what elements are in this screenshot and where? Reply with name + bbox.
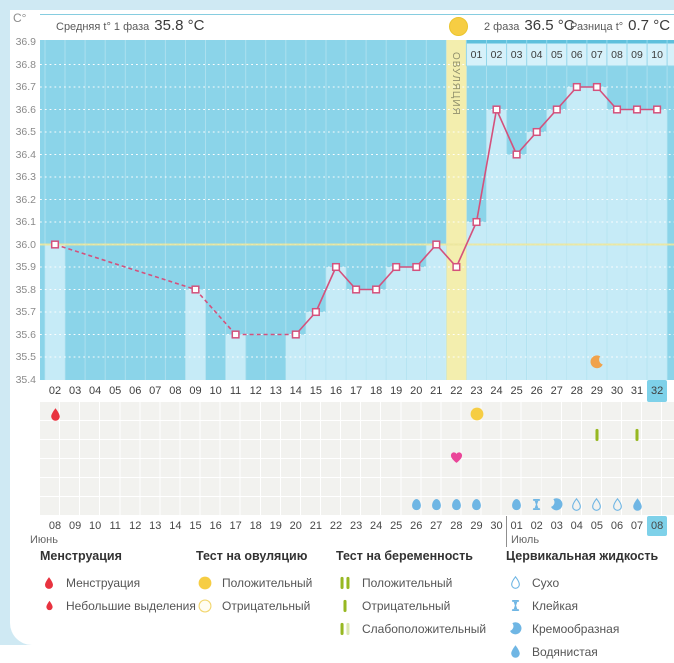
diff-value: 0.7 °C (628, 17, 671, 34)
legend (40, 549, 674, 659)
cycle-day-cell[interactable]: 30 (610, 385, 624, 397)
y-axis-tick: 35.4 (15, 373, 36, 386)
drop-filled-icon (508, 644, 523, 659)
legend-item-label: Клейкая (532, 598, 579, 613)
temperature-point (473, 219, 480, 226)
ovulation-band-label: ОВУЛЯЦИЯ (449, 52, 461, 116)
legend-item (506, 594, 658, 617)
circle-filled-icon (197, 575, 213, 591)
cycle-day-cell[interactable]: 27 (550, 385, 563, 397)
legend-section-title: Менструация (40, 549, 122, 563)
ovulation-test-header-icon (449, 17, 468, 36)
y-axis-tick: 36.2 (15, 193, 36, 206)
legend-item (506, 571, 658, 594)
y-axis-tick: 36.3 (15, 171, 36, 183)
temperature-point (293, 331, 300, 338)
temperature-point (232, 331, 239, 338)
dpo-number: 07 (591, 49, 603, 61)
date-cell[interactable]: 07 (630, 520, 644, 532)
date-cell[interactable]: 24 (369, 520, 383, 532)
diff-label: Разница t° (570, 21, 624, 33)
cycle-day-cell[interactable]: 15 (309, 385, 323, 397)
dpo-row (466, 40, 674, 66)
cycle-day-cell[interactable]: 07 (149, 385, 162, 397)
pregnancy-test-negative-icon (589, 427, 605, 443)
date-cell[interactable]: 08 (48, 520, 62, 532)
date-cell[interactable]: 13 (149, 520, 162, 532)
temperature-point (373, 286, 380, 293)
temperature-bar (306, 312, 325, 380)
drop-icon (42, 576, 56, 590)
dpo-number: 04 (530, 49, 543, 61)
y-axis-tick: 36.1 (15, 216, 36, 228)
legend-item-label: Положительный (362, 575, 453, 590)
date-cell[interactable]: 27 (430, 520, 443, 532)
dpo-number: 01 (470, 49, 483, 61)
date-cell[interactable]: 12 (129, 520, 142, 532)
cycle-day-cell[interactable]: 10 (209, 385, 222, 397)
legend-item-label: Слабоположительный (362, 621, 487, 636)
temperature-point (333, 264, 340, 271)
legend-section (336, 549, 486, 640)
date-cell[interactable]: 16 (209, 520, 222, 532)
temperature-point (353, 286, 360, 293)
temperature-point (493, 106, 500, 113)
temperature-point (594, 84, 601, 91)
cervical-fluid-dry-icon (569, 497, 584, 512)
legend-item (336, 617, 486, 640)
y-axis-tick: 36.9 (15, 36, 36, 48)
temperature-point (654, 106, 661, 113)
cycle-day-cell[interactable]: 28 (570, 385, 583, 397)
bbt-temperature-chart (40, 40, 674, 380)
legend-item-label: Сухо (532, 575, 560, 590)
cervical-fluid-eggwhite-icon (469, 497, 484, 512)
cycle-day-cell[interactable]: 22 (450, 385, 463, 397)
menstruation-drop-icon (48, 407, 63, 422)
cervical-fluid-eggwhite-icon (509, 497, 524, 512)
avg-phase1-stat (56, 15, 205, 37)
dpo-number: 03 (510, 49, 523, 61)
y-axis-tick: 36.6 (15, 103, 36, 116)
cycle-day-cell[interactable]: 17 (349, 385, 363, 397)
y-axis-tick: 35.8 (15, 283, 36, 296)
temperature-point (533, 129, 540, 136)
date-cell[interactable]: 08 (647, 516, 667, 536)
temperature-point (433, 241, 440, 248)
legend-section-title: Тест на овуляцию (196, 549, 308, 563)
cycle-day-cell[interactable]: 21 (430, 385, 443, 397)
month-divider (506, 516, 507, 547)
temperature-point (634, 106, 641, 113)
temperature-bar (567, 87, 586, 380)
phase2-value: 36.5 °C (524, 17, 575, 34)
bar-weak-icon (337, 621, 353, 637)
drop-outline-icon (508, 575, 523, 590)
cycle-day-cell[interactable]: 08 (169, 385, 182, 397)
temperature-bar (387, 267, 406, 380)
date-cell[interactable]: 06 (610, 520, 624, 532)
legend-item-label: Менструация (66, 575, 141, 590)
temperature-point (413, 264, 420, 271)
cycle-day-cell[interactable]: 13 (269, 385, 282, 397)
cycle-day-cell[interactable]: 11 (229, 385, 242, 397)
date-cell[interactable]: 20 (289, 520, 302, 532)
legend-item-label: Положительный (222, 575, 313, 590)
date-cell[interactable]: 28 (450, 520, 463, 532)
legend-section (40, 549, 196, 617)
date-cell[interactable]: 15 (189, 520, 202, 532)
cycle-day-cell[interactable]: 09 (189, 385, 202, 397)
date-cell[interactable]: 29 (470, 520, 483, 532)
legend-item-label: Небольшие выделения (66, 598, 196, 613)
date-cell[interactable]: 11 (109, 520, 121, 532)
date-cell[interactable]: 05 (590, 520, 604, 532)
date-cell[interactable]: 10 (88, 520, 102, 532)
cycle-day-cell[interactable]: 19 (390, 385, 403, 397)
temperature-bar (587, 87, 606, 380)
y-axis-tick: 35.6 (15, 328, 36, 341)
avg-phase1-label: Средняя t° 1 фаза (56, 21, 150, 33)
date-cell[interactable]: 14 (169, 520, 182, 532)
cervical-fluid-dry-icon (610, 497, 625, 512)
crescent-icon (508, 621, 523, 636)
cervical-fluid-sticky-icon (529, 497, 544, 512)
cervical-fluid-eggwhite-icon (429, 497, 444, 512)
pregnancy-test-negative-icon (629, 427, 645, 443)
temperature-point (52, 241, 59, 248)
cycle-day-cell[interactable]: 23 (470, 385, 483, 397)
y-axis-tick: 36.0 (15, 238, 36, 251)
cycle-day-cell[interactable]: 31 (630, 385, 644, 397)
temperature-point (614, 106, 621, 113)
date-cell[interactable]: 02 (530, 520, 543, 532)
bars-two-icon (337, 575, 353, 591)
y-axis-tick: 36.7 (15, 81, 36, 93)
y-axis-tick: 35.7 (15, 306, 36, 318)
cycle-day-cell[interactable]: 24 (490, 385, 503, 397)
date-cell[interactable]: 09 (68, 520, 82, 532)
legend-section-title: Цервикальная жидкость (506, 549, 659, 563)
temperature-point (574, 84, 581, 91)
legend-item-label: Кремообразная (532, 621, 620, 636)
cycle-day-cell[interactable]: 26 (530, 385, 543, 397)
phase2-label: 2 фаза (484, 21, 520, 33)
cycle-day-cell[interactable]: 14 (289, 385, 302, 397)
date-cell[interactable]: 18 (249, 520, 262, 532)
temperature-point (192, 286, 199, 293)
circle-outline-icon (197, 598, 213, 614)
y-axis-tick: 35.5 (15, 351, 36, 363)
date-cell[interactable]: 19 (269, 520, 282, 532)
cycle-day-cell[interactable]: 18 (369, 385, 383, 397)
cycle-day-cell[interactable]: 16 (329, 385, 343, 397)
cycle-day-cell[interactable]: 12 (249, 385, 262, 397)
cycle-day-cell[interactable]: 03 (68, 385, 82, 397)
cycle-day-cell[interactable]: 06 (129, 385, 142, 397)
legend-item (336, 594, 486, 617)
legend-item (336, 571, 486, 594)
ovulation-test-positive-icon (469, 406, 485, 422)
date-row (40, 516, 674, 536)
cycle-day-cell[interactable]: 25 (510, 385, 523, 397)
y-axis-tick: 36.8 (15, 58, 36, 71)
dpo-number: 08 (611, 49, 623, 61)
event-grid (40, 402, 674, 516)
legend-item-label: Водянистая (532, 644, 598, 659)
y-axis-tick: 36.4 (15, 148, 36, 161)
date-cell[interactable]: 01 (510, 520, 523, 532)
date-cell[interactable]: 04 (570, 520, 583, 532)
dpo-number: 06 (570, 49, 583, 61)
temperature-point (313, 309, 320, 316)
legend-item (40, 571, 196, 594)
legend-section-title: Тест на беременность (336, 549, 473, 563)
legend-item (196, 594, 312, 617)
temperature-point (554, 106, 561, 113)
cervical-fluid-eggwhite-icon (409, 497, 424, 512)
legend-item-label: Отрицательный (222, 598, 311, 613)
temperature-point (453, 264, 460, 271)
date-cell[interactable]: 22 (329, 520, 343, 532)
dpo-number: 09 (631, 49, 643, 61)
legend-section (196, 549, 312, 617)
intercourse-heart-icon (449, 450, 464, 465)
temperature-bar (186, 290, 205, 381)
legend-item (196, 571, 312, 594)
dpo-number: 05 (550, 49, 563, 61)
cycle-day-row (40, 380, 674, 402)
phase2-stat (484, 15, 575, 37)
cycle-day-cell[interactable]: 32 (647, 380, 667, 402)
drop-small-icon (44, 600, 55, 611)
bar-one-icon (337, 598, 353, 614)
legend-item (506, 640, 658, 663)
date-cell[interactable]: 25 (390, 520, 403, 532)
legend-item (506, 617, 658, 640)
month-june-label: Июнь (30, 534, 58, 546)
date-cell[interactable]: 23 (349, 520, 363, 532)
y-axis-tick: 36.5 (15, 126, 36, 138)
dpo-number: 10 (651, 49, 663, 61)
ibeam-icon (508, 598, 523, 613)
avg-phase1-value: 35.8 °C (154, 17, 205, 34)
dpo-number: 02 (490, 49, 503, 61)
month-july-label: Июль (511, 534, 540, 546)
cycle-day-cell[interactable]: 05 (109, 385, 122, 397)
legend-item (40, 594, 196, 617)
y-axis-unit-label: C° (13, 11, 27, 25)
temperature-point (513, 151, 520, 158)
temperature-bar (407, 267, 426, 380)
cervical-fluid-dry-icon (589, 497, 604, 512)
cervical-fluid-watery-icon (630, 497, 645, 512)
y-axis-tick: 35.9 (15, 261, 36, 273)
date-cell[interactable]: 17 (229, 520, 242, 532)
temperature-bar (527, 132, 546, 380)
cycle-day-cell[interactable]: 04 (88, 385, 102, 397)
diff-stat (570, 15, 670, 37)
temperature-point (393, 264, 400, 271)
legend-section (506, 549, 658, 663)
date-cell[interactable]: 03 (550, 520, 563, 532)
cycle-day-cell[interactable]: 20 (410, 385, 423, 397)
cervical-fluid-creamy-icon (549, 497, 564, 512)
cycle-day-cell[interactable]: 02 (48, 385, 62, 397)
date-cell[interactable]: 21 (309, 520, 323, 532)
legend-item-label: Отрицательный (362, 598, 451, 613)
cycle-day-cell[interactable]: 29 (590, 385, 604, 397)
date-cell[interactable]: 30 (490, 520, 503, 532)
date-cell[interactable]: 26 (410, 520, 423, 532)
temperature-bar (467, 222, 486, 380)
cervical-fluid-eggwhite-icon (449, 497, 464, 512)
